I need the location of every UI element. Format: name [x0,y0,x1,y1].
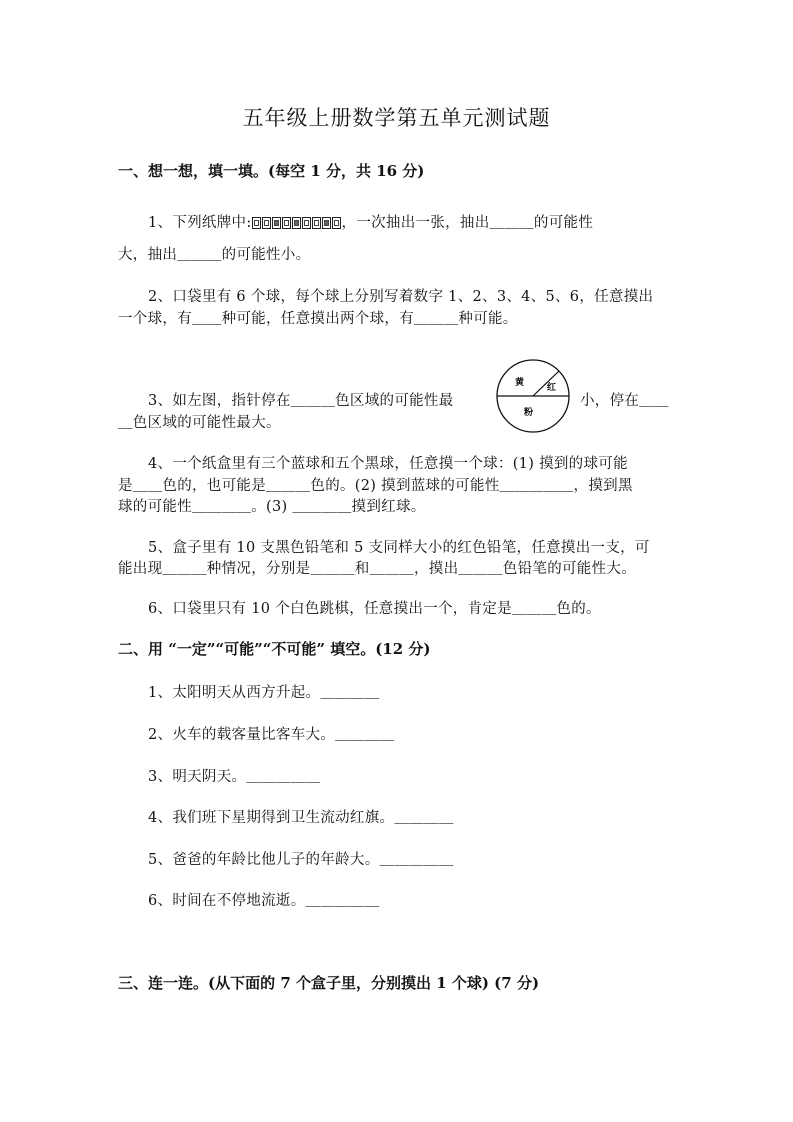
section1-heading: 一、想一想，填一填。(每空 1 分，共 16 分) [118,162,425,180]
s2-item-2: 2、火车的载客量比客车大。＿＿＿＿ [148,727,395,743]
section3-heading: 三、连一连。(从下面的 7 个盒子里，分别摸出 1 个球) (7 分) [118,974,540,992]
card-icon [272,217,281,229]
q5-line2: 能出现＿＿＿种情况，分别是＿＿＿和＿＿＿，摸出＿＿＿色铅笔的可能性大。 [118,561,636,577]
card-icon [312,217,321,229]
q2-line2: 一个球，有＿＿种可能，任意摸出两个球，有＿＿＿种可能。 [118,311,518,327]
page-title: 五年级上册数学第五单元测试题 [242,106,551,130]
q5-line1: 5、盒子里有 10 支黑色铅笔和 5 支同样大小的红色铅笔，任意摸出一支，可 [148,540,650,556]
q4-line3: 球的可能性＿＿＿＿。(3) ＿＿＿＿摸到红球。 [118,499,426,515]
q1-line1 [148,211,593,233]
q2-line1: 2、口袋里有 6 个球，每个球上分别写着数字 1、2、3、4、5、6，任意摸出 [148,289,654,305]
s2-item-3: 3、明天阴天。＿＿＿＿＿ [148,769,321,785]
spinner-diagram [493,358,573,438]
q6-line1: 6、口袋里只有 10 个白色跳棋，任意摸出一个，肯定是＿＿＿色的。 [148,601,601,617]
s2-item-1: 1、太阳明天从西方升起。＿＿＿＿ [148,685,380,701]
q4-line1: 4、一个纸盒里有三个蓝球和五个黑球，任意摸一个球：(1) 摸到的球可能 [148,456,628,472]
q3-line1b: 小，停在＿＿ [580,393,669,409]
spinner-label-pink: 粉 [524,408,534,418]
card-icon [282,217,291,229]
section2-heading: 二、用 “一定”“可能”“不可能” 填空。(12 分) [118,640,431,658]
s2-item-4: 4、我们班下星期得到卫生流动红旗。＿＿＿＿ [148,810,454,826]
card-icon [332,217,341,229]
card-icon [292,217,301,229]
q1-suffix: ，一次抽出一张，抽出＿＿＿的可能性 [341,215,594,231]
spinner-label-yellow: 黄 [515,378,525,388]
q3-line2: ＿色区域的可能性最大。 [118,415,281,431]
card-icon [252,217,261,229]
s2-item-5: 5、爸爸的年龄比他儿子的年龄大。＿＿＿＿＿ [148,852,454,868]
q4-line2: 是＿＿色的，也可能是＿＿＿色的。(2) 摸到蓝球的可能性＿＿＿＿＿，摸到黑 [118,478,633,494]
q1-prefix: 1、下列纸牌中: [148,215,252,231]
q1-line2: 大，抽出＿＿＿的可能性小。 [118,247,311,263]
card-icon [302,217,311,229]
s2-item-6: 6、时间在不停地流逝。＿＿＿＿＿ [148,893,380,909]
playing-cards-icon [252,217,342,233]
q3-line1a: 3、如左图，指针停在＿＿＿色区域的可能性最 [148,393,454,409]
card-icon [322,217,331,229]
spinner-label-red: 红 [547,383,557,393]
card-icon [262,217,271,229]
